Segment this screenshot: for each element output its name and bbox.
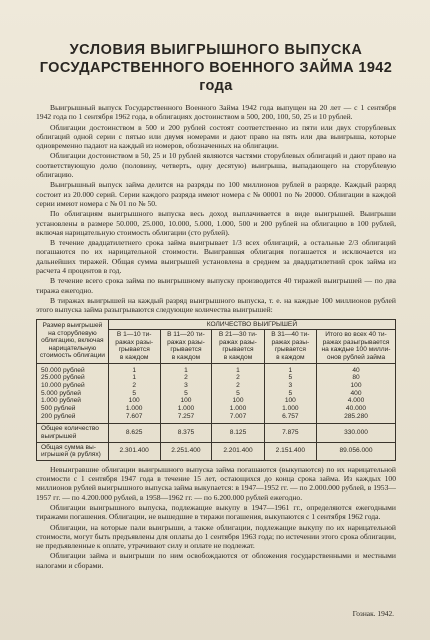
paragraph-11: Облигации, на которые пали выигрыши, а также облигации, подлежащие выкупу по их нарицательной стоимости, могут быть предъявлены для оплаты до 1 сентября 1963 года; по истечении этого срока облигации, не предъявленные к оплате, утрачивают силу и оплате не подлежат.	[36, 522, 396, 551]
total-amount-row-value: 2.151.400	[264, 442, 316, 460]
total-amount-row-value: 2.301.400	[108, 442, 160, 460]
paragraph-10: Облигации выигрышного выпуска, подлежащие выкупу в 1947—1961 гг., определяются ежегодными тиражами погашения. Облигации, не вышедшие в тиражи погашения, выкупаются с 1 сентября 1962 года.	[36, 502, 396, 522]
total-amount-row-value: 2.201.400	[212, 442, 264, 460]
draw-column-header-4: В 31—40 ти- ражах разы- грывается в каждом	[264, 330, 316, 363]
title-line-1: УСЛОВИЯ ВЫИГРЫШНОГО ВЫПУСКА	[69, 42, 363, 58]
total-amount-row	[37, 442, 396, 460]
paragraph-9: Невыигравшие облигации выигрышного выпуска займа погашаются (выкупаются) по их нарицательной стоимости с 1 сентября 1947 года в течение 15 лет, остающихся до конца срока займа. Из каждых 100 миллионов рублей выигрышного выпуска займа выкупается: в 1947—1952 гг. — по 2.000.000 рублей, в 1953—1957 гг. — по 4.200.000 рублей, в 1958—1962 гг. — по 6.200.000 рублей ежегодно.	[36, 464, 396, 502]
paragraph-2: Облигации достоинством в 500 и 200 рублей состоят соответственно из пяти или двух сторублевых облигаций одной серии с пятью или двумя номерами и дают право на пять или два выигрыша, которые одновременно падают на каждый из номеров, обозначенных на облигации.	[36, 122, 396, 151]
title-line-2: ГОСУДАРСТВЕННОГО ВОЕННОГО ЗАЙМА 1942 года	[39, 60, 393, 94]
paragraph-4: Выигрышный выпуск займа делится на разряды по 100 миллионов рублей в разряде. Каждый разряд состоит из 20.000 серий. Серии каждого разряда имеют номера с № 00001 по № 20000. Облигации в каждой серии имеют номера с № 01 по № 50.	[36, 180, 396, 208]
printer-mark: Гознак. 1942.	[352, 609, 394, 618]
paragraph-1: Выигрышный выпуск Государственного Военного Займа 1942 года выпущен на 20 лет — с 1 сентября 1942 года по 1 сентября 1962 года, в облигациях достоинством в 500, 200, 100, 50, 25 и 10 рублей.	[36, 103, 396, 122]
draw-column-header-2: В 11—20 ти- ражах разы- грывается в каждом	[160, 330, 212, 363]
prize-count-group-header: КОЛИЧЕСТВО ВЫИГРЫШЕЙ	[108, 319, 395, 330]
paragraph-12: Облигации займа и выигрыши по ним освобождаются от обложения государственными и местными налогами и сборами.	[36, 551, 396, 570]
draw-column-header-1: В 1—10 ти- ражах разы- грывается в каждом	[108, 330, 160, 363]
prize-size-header-line: Размер выигрышей	[42, 322, 103, 330]
total-count-row	[37, 424, 396, 442]
total-count-row-label: Общее количество выигрышей	[37, 424, 109, 442]
draw-column-header-3: В 21—30 ти- ражах разы- грывается в каждом	[212, 330, 264, 363]
prize-size-cell: 50.000 рублей 25.000 рублей 10.000 рублей 5.000 рублей 1.000 рублей 500 рублей 200 рублей	[37, 363, 109, 424]
prize-count-cell: 1 5 3 5 100 1.000 6.757	[264, 363, 316, 424]
total-count-row-value: 7.875	[264, 424, 316, 442]
total-count-row-value: 8.125	[212, 424, 264, 442]
total-count-row-value: 8.375	[160, 424, 212, 442]
paragraph-3: Облигации достоинством в 50, 25 и 10 рублей являются частями сторублевых облигаций и дают право на соответствующую долю (половину, четверть, одну десятую) выигрыша, выпадающего на сторублевую облигацию.	[36, 151, 396, 180]
prize-size-header-line: облигацию, включая	[41, 337, 104, 345]
prize-count-cell: 1 1 2 5 100 1.000 7.607	[108, 363, 160, 424]
prize-size-header-line: нарицательную	[48, 344, 97, 352]
prize-count-cell: 40 80 100 400 4.000 40.000 285.280	[317, 363, 396, 424]
paragraph-7: В течение всего срока займа по выигрышному выпуску производится 40 тиражей выигрышей — по два тиража ежегодно.	[36, 276, 396, 295]
paragraph-6: В течение двадцатилетнего срока займа выигрывает 1/3 всех облигаций, а остальные 2/3 облигаций погашаются по их нарицательной стоимости. Выигравшая облигация погашается и исключается из дальнейших тиражей. Общая сумма выигрышей установлена в среднем за двадцатилетний срок займа из расчета 4 процентов в год.	[36, 238, 396, 276]
prize-size-header-line: стоимость облигации	[39, 352, 105, 360]
total-amount-row-label: Общая сумма вы- игрышей (в рублях)	[37, 442, 109, 460]
total-amount-row-value: 89.056.000	[317, 442, 396, 460]
prize-count-cell: 1 2 3 5 100 1.000 7.257	[160, 363, 212, 424]
prize-size-header	[37, 319, 109, 363]
paragraph-5: По облигациям выигрышного выпуска весь доход выплачивается в виде выигрышей. Выигрыши установлены в размере 50.000, 25.000, 10.000, 5.000, 1.000, 500 и 200 рублей на облигацию в 100 рублей, включая нарицательную стоимость облигации (сто рублей).	[36, 209, 396, 237]
draw-column-header-5: Итого во всех 40 ти- ражах разыгрывается на каждые 100 милли- онов рублей займа	[317, 330, 396, 363]
total-count-row-value: 8.625	[108, 424, 160, 442]
prize-count-cell: 1 2 2 5 100 1.000 7.007	[212, 363, 264, 424]
total-amount-row-value: 2.251.400	[160, 442, 212, 460]
total-count-row-value: 330.000	[317, 424, 396, 442]
prize-size-header-line: на сторублевую	[48, 329, 97, 337]
paragraph-8: В тиражах выигрышей на каждый разряд выигрышного выпуска, т. е. на каждые 100 миллионов рублей этого выпуска займа разыгрываются следующие количества выигрышей:	[36, 295, 396, 315]
prize-rows	[37, 363, 396, 424]
prize-table	[36, 319, 396, 461]
